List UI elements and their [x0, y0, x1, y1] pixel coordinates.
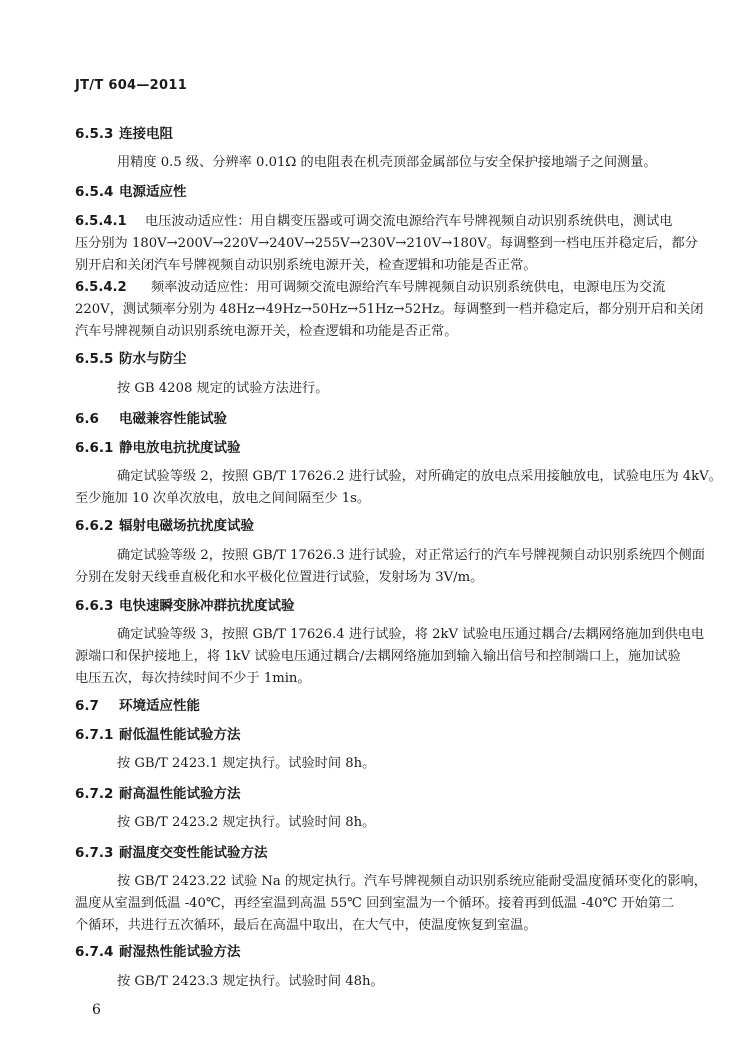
paragraph-line: 汽车号牌视频自动识别系统电源开关，检查逻辑和功能是否正常。: [75, 324, 458, 339]
section-heading-6-7: [75, 694, 200, 714]
section-number: 6.5.5: [75, 351, 114, 367]
paragraph-line: 电压五次，每次持续时间不少于 1min。: [75, 671, 311, 686]
section-number: 6.6.1: [75, 440, 114, 456]
section-heading-6-5-4: [75, 180, 187, 200]
section-title: 耐温度交变性能试验方法: [119, 845, 268, 861]
section-title: 耐低温性能试验方法: [119, 727, 241, 743]
section-number: 6.7.4: [75, 944, 114, 960]
section-title: 防水与防尘: [119, 351, 187, 367]
standard-header: JT/T 604—2011: [75, 78, 188, 93]
paragraph-line: 压分别为 180V→200V→220V→240V→255V→230V→210V→180V。每调整到一档电压并稳定后，都分: [75, 236, 698, 251]
paragraph-line: 按 GB/T 2423.1 规定执行。试验时间 8h。: [117, 756, 376, 771]
section-title: 环境适应性能: [119, 698, 200, 714]
section-title: 电快速瞬变脉冲群抗扰度试验: [119, 598, 295, 614]
paragraph-line: 220V，测试频率分别为 48Hz→49Hz→50Hz→51Hz→52Hz。每调整到一档并稳定后，都分别开启和关闭: [75, 302, 704, 317]
section-number: 6.5.4.2: [75, 280, 127, 295]
paragraph-line: 源端口和保护接地上，将 1kV 试验电压通过耦合/去耦网络施加到输入输出信号和控制端口上，施加试验: [75, 649, 681, 664]
section-heading-6-7-2: [75, 782, 241, 802]
section-title: 耐湿热性能试验方法: [119, 944, 241, 960]
section-title: 辐射电磁场抗扰度试验: [119, 518, 254, 534]
section-title: 电源适应性: [119, 184, 187, 200]
paragraph-line: 确定试验等级 3，按照 GB/T 17626.4 进行试验，将 2kV 试验电压通过耦合/去耦网络施加到供电电: [117, 627, 705, 642]
paragraph-line: 按 GB/T 2423.3 规定执行。试验时间 48h。: [117, 974, 384, 989]
paragraph-line: 别开启和关闭汽车号牌视频自动识别系统电源开关，检查逻辑和功能是否正常。: [75, 258, 537, 273]
page-number: 6: [92, 1002, 101, 1018]
paragraph-line: 按 GB/T 2423.22 试验 Na 的规定执行。汽车号牌视频自动识别系统应能耐受温度循环变化的影响，: [117, 874, 707, 889]
paragraph-line: 至少施加 10 次单次放电，放电之间间隔至少 1s。: [75, 491, 371, 506]
section-number: 6.6: [75, 411, 99, 427]
section-heading-6-7-3: [75, 841, 268, 861]
section-number: 6.6.2: [75, 518, 114, 534]
section-number: 6.5.4.1: [75, 214, 127, 229]
paragraph-line: 按 GB 4208 规定的试验方法进行。: [117, 381, 329, 396]
section-number: 6.7.1: [75, 727, 114, 743]
section-heading-6-6: [75, 407, 227, 427]
paragraph-line: 用精度 0.5 级、分辨率 0.01Ω 的电阻表在机壳顶部金属部位与安全保护接地端子之间测量。: [117, 155, 657, 170]
paragraph-text: 频率波动适应性：用可调频交流电源给汽车号牌视频自动识别系统供电，电源电压为交流: [151, 280, 666, 295]
paragraph-line: [75, 210, 673, 229]
section-heading-6-6-2: [75, 514, 254, 534]
section-heading-6-6-1: [75, 436, 241, 456]
paragraph-line: 按 GB/T 2423.2 规定执行。试验时间 8h。: [117, 815, 376, 830]
section-heading-6-5-3: [75, 122, 173, 142]
paragraph-line: 个循环，共进行五次循环，最后在高温中取出，在大气中，使温度恢复到室温。: [75, 918, 537, 933]
section-title: 静电放电抗扰度试验: [119, 440, 241, 456]
section-title: 电磁兼容性能试验: [119, 411, 227, 427]
paragraph-line: 分别在发射天线垂直极化和水平极化位置进行试验，发射场为 3V/m。: [75, 570, 484, 585]
section-title: 耐高温性能试验方法: [119, 786, 241, 802]
section-number: 6.7.2: [75, 786, 114, 802]
section-title: 连接电阻: [119, 126, 173, 142]
paragraph-line: [75, 276, 665, 295]
section-heading-6-5-5: [75, 347, 187, 367]
paragraph-line: 确定试验等级 2，按照 GB/T 17626.3 进行试验，对正常运行的汽车号牌视频自动识别系统四个侧面: [117, 548, 705, 563]
section-heading-6-6-3: [75, 594, 295, 614]
section-heading-6-7-4: [75, 940, 241, 960]
paragraph-line: 温度从室温到低温 -40℃，再经室温到高温 55℃ 回到室温为一个循环。接着再到低温 -40℃ 开始第二: [75, 896, 675, 911]
section-number: 6.6.3: [75, 598, 114, 614]
section-number: 6.7: [75, 698, 99, 714]
paragraph-line: 确定试验等级 2，按照 GB/T 17626.2 进行试验，对所确定的放电点采用接触放电，试验电压为 4kV。: [117, 469, 722, 484]
section-heading-6-7-1: [75, 723, 241, 743]
section-number: 6.5.3: [75, 126, 114, 142]
paragraph-text: 电压波动适应性：用自耦变压器或可调交流电源给汽车号牌视频自动识别系统供电，测试电: [145, 214, 673, 229]
section-number: 6.5.4: [75, 184, 114, 200]
section-number: 6.7.3: [75, 845, 114, 861]
